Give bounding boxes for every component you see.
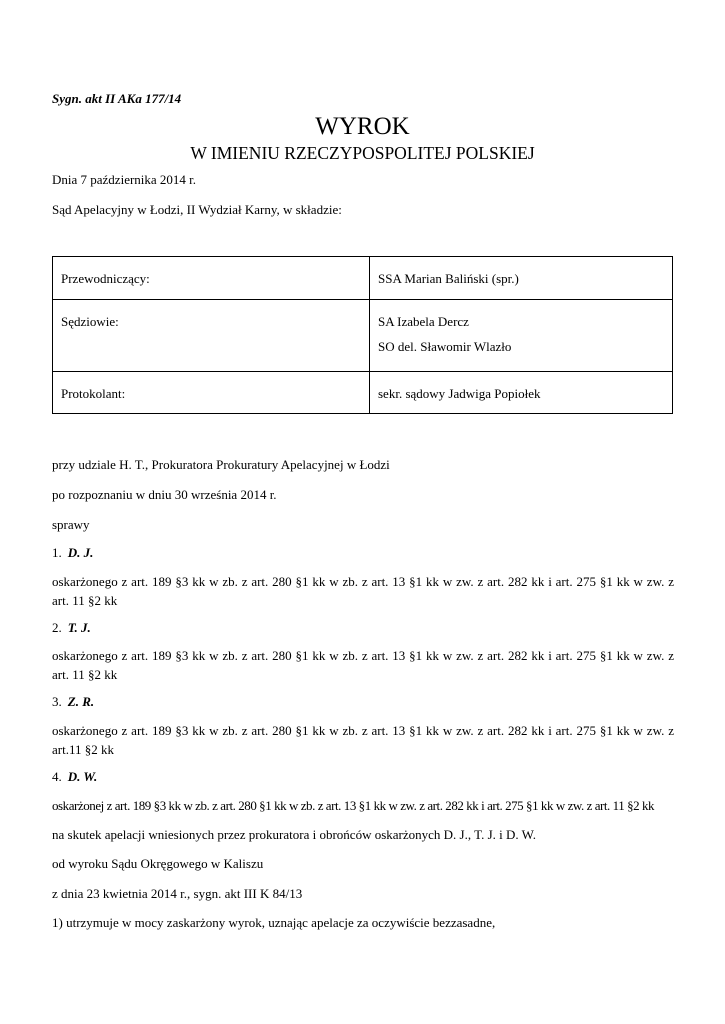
ruling-point-1: 1) utrzymuje w mocy zaskarżony wyrok, uznając apelacje za oczywiście bezzasadne, <box>52 915 496 930</box>
defendant-charge: oskarżonej z art. 189 §3 kk w zb. z art. 280 §1 kk w zb. z art. 13 §1 kk w zw. z art. 282 kk i art. 275 §1 kk w zw. z art. 11 §2 kk <box>52 798 655 813</box>
panel-members <box>370 372 673 414</box>
lower-court-line: od wyroku Sądu Okręgowego w Kaliszu <box>52 856 264 871</box>
panel-members <box>370 300 673 372</box>
case-word: sprawy <box>52 517 90 532</box>
panel-members <box>370 257 673 300</box>
defendant-name: T. J. <box>67 620 91 635</box>
panel-member: SO del. Sławomir Wlazło <box>378 339 512 354</box>
defendant-heading <box>52 620 91 636</box>
defendant-charge: oskarżonego z art. 189 §3 kk w zb. z art. 280 §1 kk w zb. z art. 13 §1 kk w zw. z art. 282 kk i art. 275 §1 kk w zw. z art.11 §2 kk <box>52 723 674 757</box>
defendant-charge: oskarżonego z art. 189 §3 kk w zb. z art. 280 §1 kk w zb. z art. 13 §1 kk w zw. z art. 282 kk i art. 275 §1 kk w zw. z art. 11 §2 kk <box>52 648 674 682</box>
case-number: Sygn. akt II AKa 177/14 <box>52 91 182 106</box>
court-composition-intro: Sąd Apelacyjny w Łodzi, II Wydział Karny, w składzie: <box>52 202 342 217</box>
defendant-charge: oskarżonego z art. 189 §3 kk w zb. z art. 280 §1 kk w zb. z art. 13 §1 kk w zw. z art. 282 kk i art. 275 §1 kk w zw. z art. 11 §2 kk <box>52 574 674 608</box>
panel-row-judges <box>53 300 673 372</box>
defendant-name: D. W. <box>67 769 98 784</box>
judgment-date: Dnia 7 października 2014 r. <box>52 172 197 187</box>
defendant-number: 3. <box>52 694 62 709</box>
prosecutor-line: przy udziale H. T., Prokuratora Prokuratury Apelacyjnej w Łodzi <box>52 457 390 472</box>
defendant-number: 4. <box>52 769 62 784</box>
defendant-name: D. J. <box>67 545 94 560</box>
defendant-heading <box>52 769 97 785</box>
defendant-heading <box>52 694 94 710</box>
panel-member: SSA Marian Baliński (spr.) <box>378 271 519 286</box>
defendant-name: Z. R. <box>67 694 95 709</box>
defendant-number: 2. <box>52 620 62 635</box>
panel-role: Protokolant: <box>53 372 370 414</box>
defendant-number: 1. <box>52 545 62 560</box>
panel-member: sekr. sądowy Jadwiga Popiołek <box>378 386 541 401</box>
panel-row-presiding <box>53 257 673 300</box>
panel-role: Przewodniczący: <box>53 257 370 300</box>
appeal-line: na skutek apelacji wniesionych przez prokuratora i obrońców oskarżonych D. J., T. J. i D. W. <box>52 827 537 842</box>
panel-member: SA Izabela Dercz <box>378 314 469 329</box>
hearing-line: po rozpoznaniu w dniu 30 września 2014 r. <box>52 487 277 502</box>
defendant-heading <box>52 545 93 561</box>
document-subtitle: W IMIENIU RZECZYPOSPOLITEJ POLSKIEJ <box>190 143 535 163</box>
panel-table <box>52 256 673 414</box>
panel-role: Sędziowie: <box>53 300 370 372</box>
lower-court-date-line: z dnia 23 kwietnia 2014 r., sygn. akt III K 84/13 <box>52 886 303 901</box>
document-title: WYROK <box>315 113 410 140</box>
panel-row-clerk <box>53 372 673 414</box>
